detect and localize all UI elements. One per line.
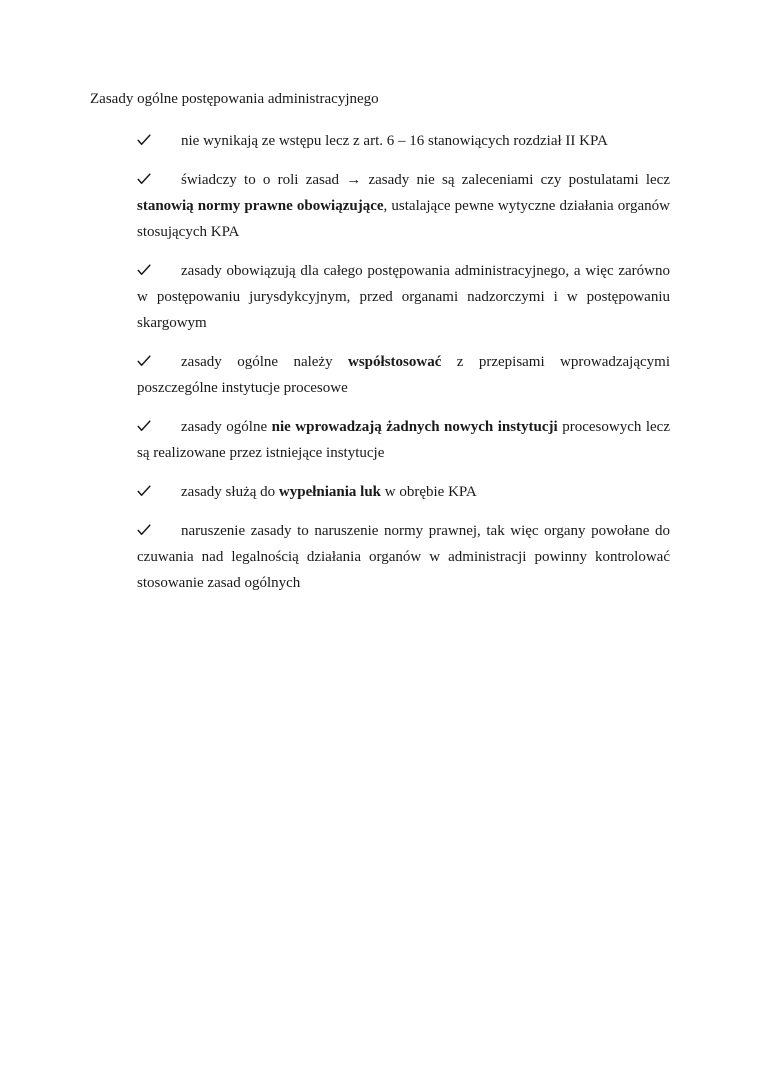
item-text: naruszenie zasady to naruszenie normy prawnej, tak więc organy powołane do czuwania nad legalnością działania organów w administracji powinny kontrolować stosowanie zasad ogólnych (137, 523, 670, 591)
item-text: zasady ogólne (181, 419, 272, 435)
emphasis-text: wypełniania luk (278, 484, 382, 500)
list-item (137, 128, 670, 154)
checkmark-icon (137, 167, 153, 193)
item-text: zasady obowiązują dla całego postępowania administracyjnego, a więc zarówno w postępowaniu jurysdykcyjnym, przed organami nadzorczymi i w postępowaniu skargowym (137, 263, 670, 331)
list-item (137, 414, 670, 466)
item-text: zasady ogólne należy (181, 354, 349, 370)
checkmark-icon (137, 258, 153, 284)
emphasis-text: nie wprowadzają żadnych nowych instytucji (271, 419, 558, 435)
list-item (137, 349, 670, 401)
list-item (137, 167, 670, 245)
item-text: , ustalające pewne wytyczne działania organów stosujących KPA (137, 198, 670, 240)
item-text: zasady służą do (181, 484, 279, 500)
item-text: nie wynikają ze wstępu lecz z art. 6 – 16 stanowiących rozdział II KPA (181, 133, 608, 149)
item-text: świadczy to o roli zasad → zasady nie są zaleceniami czy postulatami lecz (181, 172, 670, 188)
document-title: Zasady ogólne postępowania administracyjnego (90, 91, 379, 107)
list-item (137, 258, 670, 336)
checkmark-icon (137, 414, 153, 440)
item-text: z przepisami wprowadzającymi poszczególne instytucje procesowe (137, 354, 671, 396)
emphasis-text: współstosować (348, 354, 442, 370)
checkmark-icon (137, 479, 153, 505)
list-item (137, 479, 670, 505)
checkmark-icon (137, 128, 153, 154)
list-item (137, 518, 670, 596)
item-text: w obrębie KPA (381, 484, 477, 500)
checkmark-icon (137, 349, 153, 375)
bullet-list (137, 128, 670, 609)
emphasis-text: stanowią normy prawne obowiązujące (137, 198, 384, 214)
checkmark-icon (137, 518, 153, 544)
item-text: procesowych lecz są realizowane przez istniejące instytucje (137, 419, 670, 461)
